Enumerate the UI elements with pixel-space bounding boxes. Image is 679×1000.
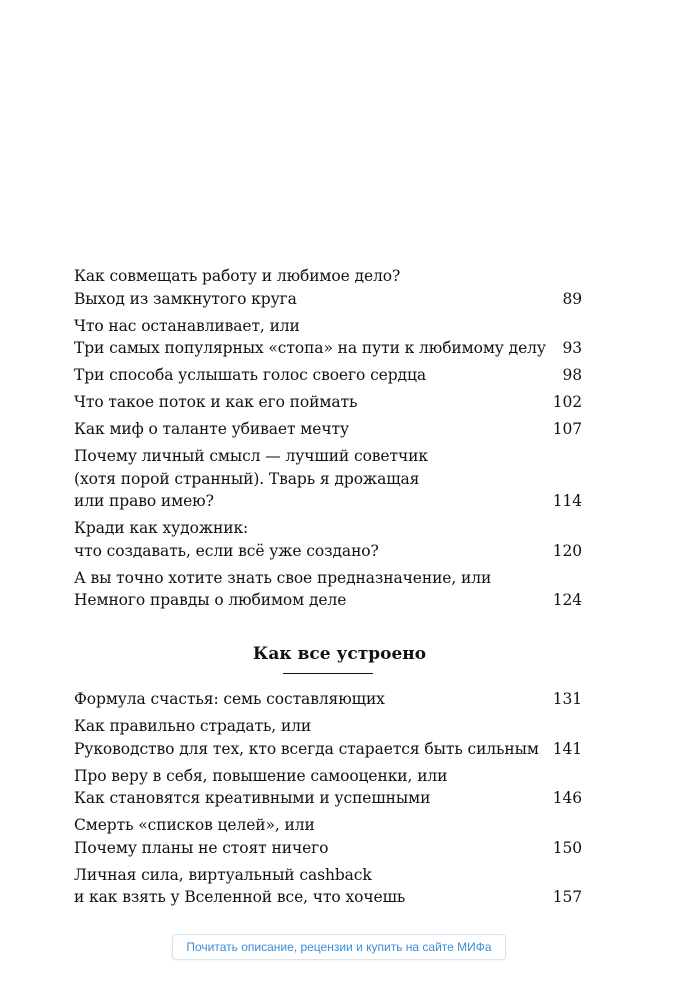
toc-entry-title-line: Три самых популярных «стопа» на пути к любимому делу xyxy=(74,339,546,357)
table-of-contents xyxy=(74,265,582,616)
section-heading: Как все устроено xyxy=(252,644,427,664)
toc-entry xyxy=(74,445,582,513)
table-of-contents-section xyxy=(74,688,582,913)
toc-entry-title-line: Про веру в себя, повышение самооценки, или xyxy=(74,766,448,785)
toc-entry-title-line: Как правильно страдать, или xyxy=(74,717,312,735)
toc-entry-title-line: Как миф о таланте убивает мечту xyxy=(74,420,349,438)
toc-entry-title-line: Что такое поток и как его поймать xyxy=(74,393,358,411)
toc-page-number: 89 xyxy=(562,289,582,308)
toc-entry xyxy=(74,814,582,859)
toc-entry xyxy=(74,364,582,387)
toc-entry xyxy=(74,715,582,760)
toc-entry-title-line: Немного правды о любимом деле xyxy=(74,591,347,609)
toc-entry-title-line: Личная сила, виртуальный cashback xyxy=(74,865,372,884)
toc-page-number: 146 xyxy=(552,789,582,807)
toc-page-number: 102 xyxy=(552,393,582,411)
toc-entry xyxy=(74,765,582,810)
toc-entry xyxy=(74,864,582,909)
toc-entry-title-line: Выход из замкнутого круга xyxy=(74,289,297,308)
toc-entry-title-line: Формула счастья: семь составляющих xyxy=(74,690,385,708)
toc-entry-title-line: Кради как художник: xyxy=(74,519,249,537)
toc-entry xyxy=(74,567,582,612)
toc-entry-title-line: Почему личный смысл — лучший советчик xyxy=(74,447,428,465)
toc-page-number: 98 xyxy=(562,366,582,384)
toc-entry-title-line: (хотя порой странный). Тварь я дрожащая xyxy=(74,469,420,488)
toc-entry xyxy=(74,517,582,562)
toc-page-number: 124 xyxy=(552,591,582,609)
toc-entry xyxy=(74,391,582,414)
toc-entry-title-line: Почему планы не стоят ничего xyxy=(74,838,329,857)
toc-entry-title-line: Три способа услышать голос своего сердца xyxy=(74,366,427,384)
toc-entry-title-line: что создавать, если всё уже создано? xyxy=(74,541,379,560)
toc-page-number: 93 xyxy=(562,339,582,357)
toc-page-number: 114 xyxy=(552,492,582,510)
toc-entry-title-line: Как становятся креативными и успешными xyxy=(74,789,431,807)
toc-entry xyxy=(74,688,582,711)
toc-entry-title-line: и как взять у Вселенной все, что хочешь xyxy=(74,888,406,906)
toc-entry xyxy=(74,265,582,310)
toc-page-number: 157 xyxy=(552,888,582,906)
toc-entry-title-line: Смерть «списков целей», или xyxy=(74,816,315,834)
toc-page-number: 150 xyxy=(552,838,582,857)
toc-entry-title-line: Что нас останавливает, или xyxy=(74,316,300,335)
toc-entry-title-line: Руководство для тех, кто всегда старается быть сильным xyxy=(74,739,539,758)
section-heading-underline xyxy=(283,673,373,674)
toc-entry-title-line: Как совмещать работу и любимое дело? xyxy=(74,267,401,285)
toc-entry xyxy=(74,418,582,441)
toc-page-number: 141 xyxy=(552,739,582,758)
mif-store-link[interactable]: Почитать описание, рецензии и купить на сайте МИФа xyxy=(172,934,506,960)
toc-entry-title-line: А вы точно хотите знать свое предназначение, или xyxy=(74,568,492,587)
toc-page-number: 107 xyxy=(552,420,582,438)
toc-page-number: 131 xyxy=(552,690,582,708)
toc-page-number: 120 xyxy=(552,541,582,560)
toc-entry-title-line: или право имею? xyxy=(74,492,214,510)
toc-entry xyxy=(74,315,582,360)
